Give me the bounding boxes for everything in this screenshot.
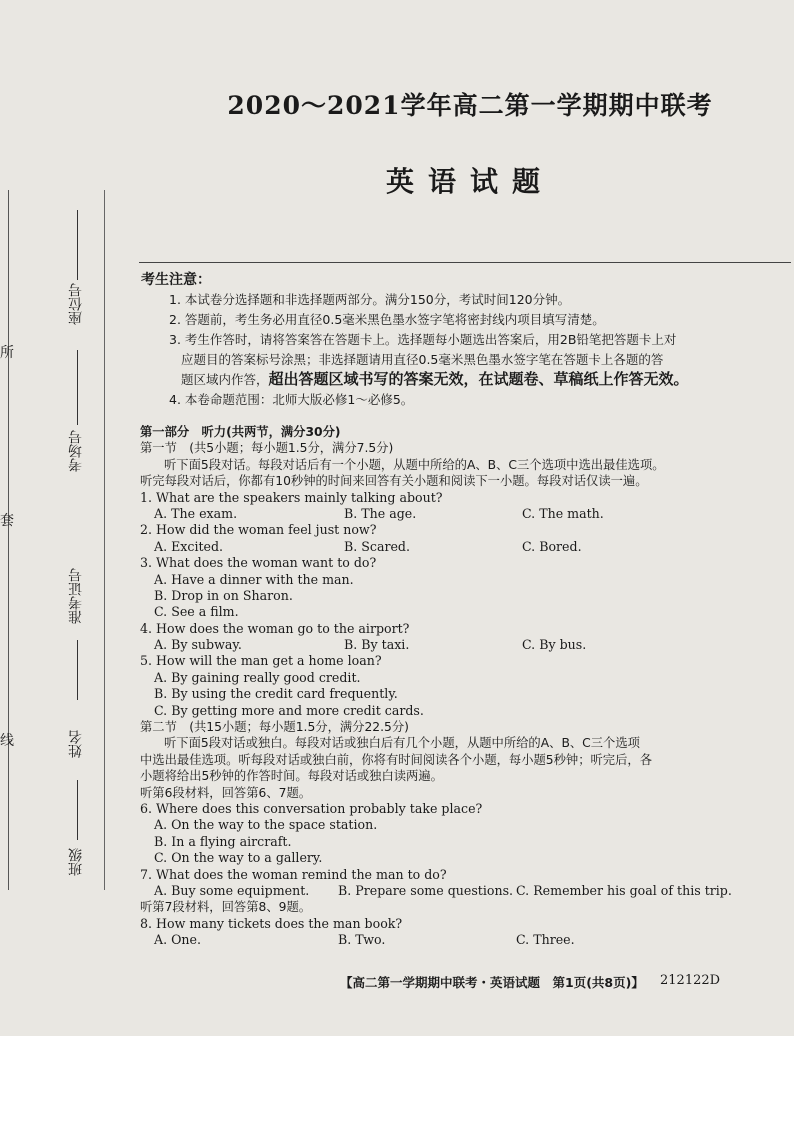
seat-number-label: 座位号 <box>68 283 84 325</box>
seat-number-line <box>77 210 78 280</box>
notice-item-1: 1. 本试卷分选择题和非选择题两部分。满分150分，考试时间120分钟。 <box>169 292 571 307</box>
notice-warning: 超出答题区域书写的答案无效，在试题卷、草稿纸上作答无效。 <box>268 370 689 388</box>
section1-instruction-1: 听下面5段对话。每段对话后有一个小题，从题中所给的A、B、C三个选项中选出最佳选项。 <box>164 457 665 472</box>
notice-item-2: 2. 答题前，考生务必用直径0.5毫米黑色墨水签字笔将密封线内项目填写清楚。 <box>169 312 605 327</box>
q2-option-c[interactable]: C. Bored. <box>522 538 582 554</box>
q7-options <box>140 883 790 899</box>
binding-strip <box>0 0 110 1036</box>
listening-section <box>140 424 790 949</box>
q1-stem: 1. What are the speakers mainly talking about? <box>140 489 443 505</box>
seal-char-3: 线 <box>0 733 14 749</box>
q1-options <box>140 506 790 522</box>
q3-option-b[interactable]: B. Drop in on Sharon. <box>154 587 293 603</box>
q6-option-b[interactable]: B. In a flying aircraft. <box>154 833 292 849</box>
q2-stem: 2. How did the woman feel just now? <box>140 522 377 538</box>
q7-option-b[interactable]: B. Prepare some questions. <box>338 882 514 898</box>
q1-option-b[interactable]: B. The age. <box>344 505 417 521</box>
notice-heading: 考生注意： <box>141 272 211 288</box>
q6-option-a[interactable]: A. On the way to the space station. <box>154 817 378 833</box>
section2-instruction-1: 听下面5段对话或独白。每段对话或独白后有几个小题，从题中所给的A、B、C三个选项 <box>164 736 640 751</box>
q5-stem: 5. How will the man get a home loan? <box>140 653 382 669</box>
page-footer: 【高二第一学期期中联考・英语试题 第1页(共8页)】 <box>340 975 644 990</box>
q7-option-c[interactable]: C. Remember his goal of this trip. <box>516 882 732 898</box>
material-7-note: 听第7段材料，回答第8、9题。 <box>140 900 312 915</box>
seal-char-2: 套 <box>0 513 14 529</box>
ticket-number-line <box>77 640 78 700</box>
q6-option-c[interactable]: C. On the way to a gallery. <box>154 850 323 866</box>
notice-item-3: 3. 考生作答时，请将答案答在答题卡上。选择题每小题选出答案后，用2B铅笔把答题卡上对 <box>169 332 677 347</box>
class-label: 班级 <box>68 848 84 876</box>
q8-options <box>140 932 790 948</box>
q5-option-b[interactable]: B. By using the credit card frequently. <box>154 686 398 702</box>
q8-option-c[interactable]: C. Three. <box>516 932 575 948</box>
q2-option-b[interactable]: B. Scared. <box>344 538 410 554</box>
part1-heading: 第一部分 听力(共两节，满分30分) <box>140 425 341 439</box>
section2-instruction-2: 中选出最佳选项。听每段对话或独白前，你将有时间阅读各个小题，每小题5秒钟；听完后，各 <box>140 752 652 767</box>
binding-border <box>104 190 105 890</box>
material-6-note: 听第6段材料，回答第6、7题。 <box>140 785 312 800</box>
q6-stem: 6. Where does this conversation probably take place? <box>140 800 483 816</box>
q3-option-c[interactable]: C. See a film. <box>154 604 239 620</box>
q4-option-a[interactable]: A. By subway. <box>154 637 242 653</box>
q4-option-c[interactable]: C. By bus. <box>522 637 587 653</box>
exam-title: 2020～2021学年高二第一学期期中联考 <box>227 91 713 120</box>
q1-option-c[interactable]: C. The math. <box>522 505 604 521</box>
section2-instruction-3: 小题将给出5秒钟的作答时间。每段对话或独白读两遍。 <box>140 769 443 784</box>
exam-room-label: 考场号 <box>68 430 84 472</box>
notice-item-3-tail: 题区域内作答， <box>181 372 269 387</box>
notice-item-3-cont: 应题目的答案标号涂黑；非选择题请用直径0.5毫米黑色墨水签字笔在答题卡上各题的答 <box>181 352 664 367</box>
name-label: 姓名 <box>68 730 84 758</box>
notice-box <box>139 262 791 421</box>
exam-room-line <box>77 350 78 425</box>
section1-heading: 第一节 (共5小题；每小题1.5分，满分7.5分) <box>140 441 394 456</box>
exam-subtitle: 英语试题 <box>385 165 554 198</box>
seal-char-1: 所 <box>0 345 14 361</box>
q7-option-a[interactable]: A. Buy some equipment. <box>154 882 310 898</box>
q4-options <box>140 637 790 653</box>
q4-stem: 4. How does the woman go to the airport? <box>140 620 410 636</box>
q4-option-b[interactable]: B. By taxi. <box>344 637 410 653</box>
q1-option-a[interactable]: A. The exam. <box>154 505 238 521</box>
q2-option-a[interactable]: A. Excited. <box>154 538 224 554</box>
q3-option-a[interactable]: A. Have a dinner with the man. <box>154 571 354 587</box>
notice-item-3-end <box>181 368 689 389</box>
q5-option-c[interactable]: C. By getting more and more credit cards. <box>154 702 424 718</box>
ticket-number-label: 准考证号 <box>68 568 84 624</box>
name-line <box>77 780 78 840</box>
blank-margin <box>0 1036 794 1124</box>
paper-code: 212122D <box>660 973 721 988</box>
q8-option-b[interactable]: B. Two. <box>338 932 386 948</box>
q7-stem: 7. What does the woman remind the man to do? <box>140 866 447 882</box>
notice-item-4: 4. 本卷命题范围：北师大版必修1～必修5。 <box>169 392 414 407</box>
q8-stem: 8. How many tickets does the man book? <box>140 915 403 931</box>
q5-option-a[interactable]: A. By gaining really good credit. <box>154 669 361 685</box>
q3-stem: 3. What does the woman want to do? <box>140 555 377 571</box>
seal-line <box>8 190 9 890</box>
q2-options <box>140 539 790 555</box>
q8-option-a[interactable]: A. One. <box>154 932 201 948</box>
section2-heading: 第二节 (共15小题；每小题1.5分，满分22.5分) <box>140 720 409 735</box>
section1-instruction-2: 听完每段对话后，你都有10秒钟的时间来回答有关小题和阅读下一小题。每段对话仅读一遍。 <box>140 474 648 489</box>
